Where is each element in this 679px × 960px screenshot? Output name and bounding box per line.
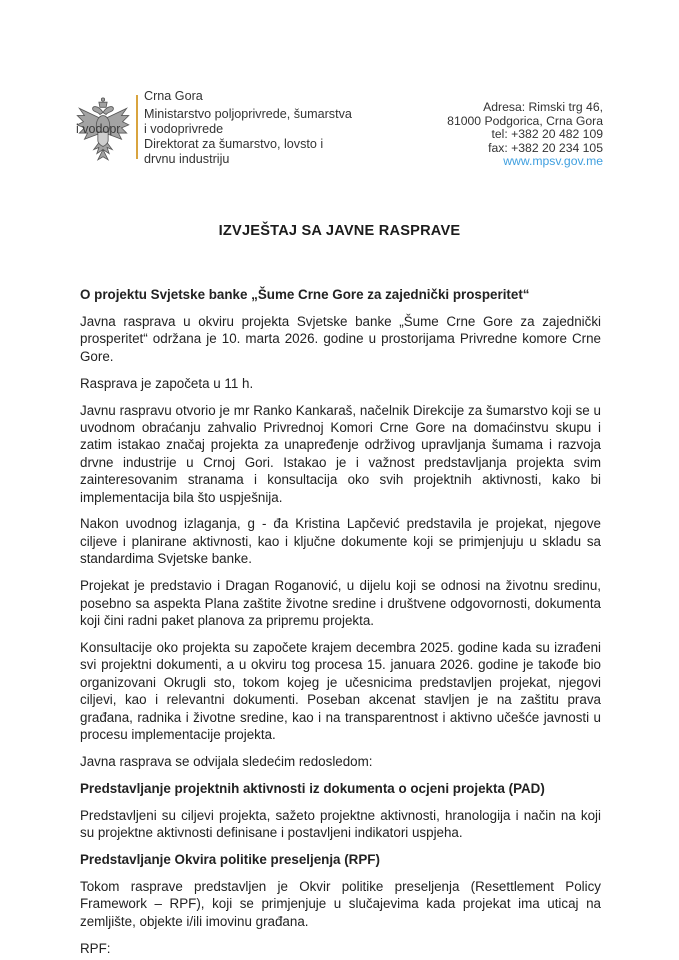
coat-of-arms-logo xyxy=(75,96,131,166)
contact-block xyxy=(447,101,603,169)
address-line1: Adresa: Rimski trg 46, xyxy=(483,100,603,114)
directorate-name-line1: Direktorat za šumarstvo, lovsto i xyxy=(144,137,324,151)
directorate-name-line2: drvnu industriju xyxy=(144,152,230,166)
paragraph-presentation-roganovic: Projekat je predstavio i Dragan Roganović, u dijelu koji se odnosi na životnu sredinu, posebno sa aspekta Plana zaštite životne sredine i društvene odgovornosti, dokumenta koji čini radni paket planova za pripremu projekta. xyxy=(80,578,601,628)
ministry-name-line1: Ministarstvo poljoprivrede, šumarstva xyxy=(144,107,352,121)
phone-number: tel: +382 20 482 109 xyxy=(491,127,603,141)
ministry-name-line2: i vodoprivrede xyxy=(144,122,224,136)
paragraph-presentation-lapcevic: Nakon uvodnog izlaganja, g - đa Kristina Lapčević predstavila je projekat, njegove ciljeve i planirane aktivnosti, kao i ključne dokumente koji se primjenjuju u skladu sa standardima Svjetske banke. xyxy=(80,516,601,567)
paragraph-consultations: Konsultacije oko projekta su započete krajem decembra 2025. godine kada su izrađeni svi projektni dokumenti, a u okviru tog procesa 15. januara 2026. godine je takođe bio organizovani Okrugli sto, tokom kojeg je učesnicima predstavljen projekat, njegovi ciljevi, kao i relevantni dokumenti. Poseban akcenat stavljen je na zaštitu prava građana, radnika i životne sredine, kao i na transparentnost i aktivno učešće javnosti u procesu implementacije projekta. xyxy=(80,639,601,742)
country-name: Crna Gora xyxy=(144,89,203,103)
letterhead-divider xyxy=(136,95,138,159)
section-heading-pad: Predstavljanje projektnih aktivnosti iz dokumenta o ocjeni projekta (PAD) xyxy=(80,780,545,796)
paragraph-opening: Javnu raspravu otvorio je mr Ranko Kankaraš, načelnik Direkcije za šumarstvo koji se u uvodnom obraćanju zahvalio Privrednoj Komori Crne Gore na domaćinstvu skupu i zatim istakao značaj projekta za unapređenje održivog upravljanja šumama i razvoja drvne industrije u Crnoj Gori. Istakao je i važnost predstavljanja projekta svim zainteresovanim stranama i konsultacija oko svih projektnih aktivnosti, kako bi implementacija bila što uspješnija. xyxy=(80,402,601,505)
ministry-block xyxy=(144,89,352,167)
logo-overlay-text: i vodopr xyxy=(76,122,121,136)
paragraph-pad: Predstavljeni su ciljevi projekta, sažeto projektne aktivnosti, hranologija i način na koji su projektne aktivnosti definisane i postavljeni indikatori uspjeha. xyxy=(80,807,601,841)
document-body xyxy=(80,286,601,960)
paragraph-start-time: Rasprava je započeta u 11 h. xyxy=(80,375,254,391)
paragraph-agenda-intro: Javna rasprava se odvijala sledećim redosledom: xyxy=(80,753,373,769)
website-link[interactable]: www.mpsv.gov.me xyxy=(503,154,603,168)
section-heading-rpf: Predstavljanje Okvira politike preseljenja (RPF) xyxy=(80,851,380,867)
address-line2: 81000 Podgorica, Crna Gora xyxy=(447,113,603,128)
document-title: IZVJEŠTAJ SA JAVNE RASPRAVE xyxy=(218,223,461,239)
paragraph-rpf: Tokom rasprave predstavljen je Okvir politike preseljenja (Resettlement Policy Framework – RPF), koji se primjenjuje u slučajevima kada projekat ima uticaj na zemljište, objekte i/ili imovinu građana. xyxy=(80,878,601,929)
paragraph-rpf-label: RPF: xyxy=(80,940,111,956)
fax-number: fax: +382 20 234 105 xyxy=(488,140,603,155)
paragraph-overview: Javna rasprava u okviru projekta Svjetske banke „Šume Crne Gore za zajednički prosperitet“ održana je 10. marta 2026. godine u prostorijama Privredne komore Crne Gore. xyxy=(80,313,601,364)
project-heading: O projektu Svjetske banke „Šume Crne Gore za zajednički prosperitet“ xyxy=(80,287,530,302)
